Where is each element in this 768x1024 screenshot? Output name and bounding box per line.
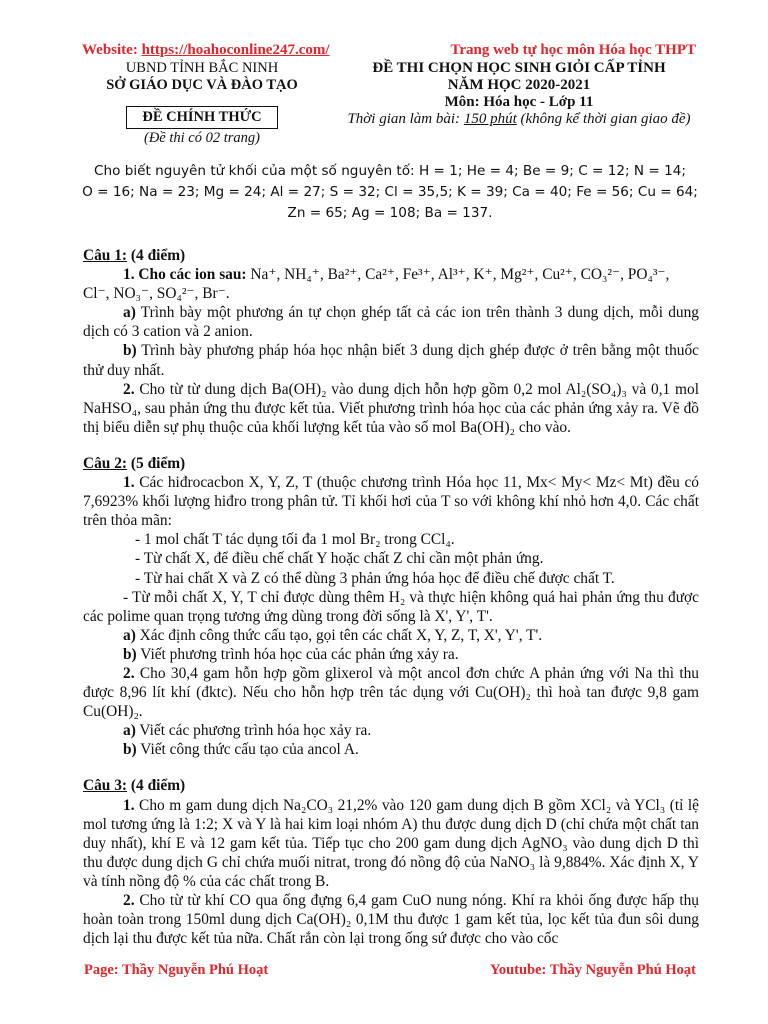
issuer-block xyxy=(92,60,312,147)
q2-a2 xyxy=(83,721,699,740)
page-count-note: (Đề thi có 02 trang) xyxy=(144,130,260,146)
subject-line: Môn: Hóa học - Lớp 11 xyxy=(444,94,594,110)
time-limit xyxy=(324,111,714,128)
exam-content xyxy=(83,246,699,948)
time-suffix: (không kể thời gian giao đề) xyxy=(516,111,691,127)
q1-ion-list-cont: Cl⁻, NO₃⁻, SO₄²⁻, Br⁻. xyxy=(83,285,230,303)
q2-condition-4: - Từ mỗi chất X, Y, T chỉ được dùng thêm H₂ và thực hiện không quá hai phản ứng thu được các polime quan trọng tương ứng dùng trong đời sống là X', Y', T'. xyxy=(83,588,699,625)
q3-part-1-text: Cho m gam dung dịch Na₂CO₃ 21,2% vào 120 gam dung dịch B gồm XCl₂ và YCl₃ (tỉ lệ mol tương ứng là 1:2; X và Y là hai kim loại nhóm A) thu được dung dịch D (chỉ chứa một chất tan duy nhất), khí E và 12 gam kết tủa. Tiếp tục cho 200 gam dung dịch AgNO₃ vào dung dịch D thì thu được dung dịch G chỉ chứa muối nitrat, trong đó nồng độ của NaNO₃ là 9,884%. Xác định X, Y và tính nồng độ % của các chất trong B. xyxy=(83,796,699,890)
q2-condition-1: - 1 mol chất T tác dụng tối đa 1 mol Br₂ trong CCl₄. xyxy=(135,531,455,549)
question-2-label: Câu 2: xyxy=(83,454,128,472)
time-value: 150 phút xyxy=(463,111,517,127)
q1-b-text: Trình bày phương pháp hóa học nhận biết 3 dung dịch ghép được ở trên bằng một thuốc thử duy nhất. xyxy=(83,342,699,379)
school-year: NĂM HỌC 2020-2021 xyxy=(447,77,591,93)
q3-part-1 xyxy=(83,796,699,891)
question-3-heading xyxy=(83,776,699,795)
org-line-1: UBND TỈNH BẮC NINH xyxy=(125,60,279,76)
q2-b-label: b) xyxy=(123,645,137,663)
atomic-masses-line-1: Cho biết nguyên tử khối của một số nguyên tố: H = 1; He = 4; Be = 9; C = 12; N = 14; xyxy=(93,163,686,179)
q2-part-1-label: 1. xyxy=(123,474,135,492)
question-3-label: Câu 3: xyxy=(83,777,128,795)
exam-title: ĐỀ THI CHỌN HỌC SINH GIỎI CẤP TỈNH xyxy=(372,60,666,76)
q1-b xyxy=(83,341,699,379)
q1-ion-list: Na⁺, NH₄⁺, Ba²⁺, Ca²⁺, Fe³⁺, Al³⁺, K⁺, Mg²⁺, Cu²⁺, CO₃²⁻, PO₄³⁻, xyxy=(250,266,670,284)
atomic-masses-line-2: O = 16; Na = 23; Mg = 24; Al = 27; S = 32; Cl = 35,5; K = 39; Ca = 40; Fe = 56; Cu = 64; xyxy=(82,184,698,200)
q1-a-label: a) xyxy=(123,304,136,322)
q3-part-2-label: 2. xyxy=(123,892,135,909)
q2-a-label: a) xyxy=(123,626,136,644)
time-prefix: Thời gian làm bài: xyxy=(347,111,464,127)
q1-part-2 xyxy=(83,380,699,437)
q3-part-1-label: 1. xyxy=(123,796,135,814)
q2-a2-text: Viết các phương trình hóa học xảy ra. xyxy=(135,722,372,740)
q3-part-2 xyxy=(83,891,699,948)
footer-page-credit: Page: Thầy Nguyễn Phú Hoạt xyxy=(84,962,269,978)
spacer xyxy=(83,759,699,776)
q2-b2-label: b) xyxy=(123,741,137,759)
q1-part-1 xyxy=(83,265,699,284)
question-1-label: Câu 1: xyxy=(83,247,128,264)
question-1-points: (4 điểm) xyxy=(127,247,186,264)
question-3-points: (4 điểm) xyxy=(127,777,186,795)
official-badge: ĐỀ CHÍNH THỨC xyxy=(126,106,278,129)
q2-a-text: Xác định công thức cấu tạo, gọi tên các chất X, Y, Z, T, X', Y', T'. xyxy=(135,626,543,644)
question-2-points: (5 điểm) xyxy=(127,454,186,472)
website-line xyxy=(82,42,330,59)
q2-part-1-text: Các hiđrocacbon X, Y, Z, T (thuộc chương trình Hóa học 11, Mx< My< Mz< Mt) đều có 7,6923% khối lượng hiđro trong phân tử. Tỉ khối hơi của T so với không khí nhỏ hơn 4,0. Các chất trên thỏa mãn: xyxy=(83,474,699,530)
q1-part-2-text: Cho từ từ dung dịch Ba(OH)₂ vào dung dịch hỗn hợp gồm 0,2 mol Al₂(SO₄)₃ và 0,1 mol NaHSO₄, sau phản ứng thu được kết tủa. Viết phương trình hóa học của các phản ứng xảy ra. Vẽ đồ thị biểu diễn sự phụ thuộc của khối lượng kết tủa vào số mol Ba(OH)₂ cho vào. xyxy=(83,380,699,436)
website-link[interactable]: https://hoahoconline247.com/ xyxy=(141,42,330,58)
q3-part-2-text: Cho từ từ khí CO qua ống đựng 6,4 gam CuO nung nóng. Khí ra khỏi ống được hấp thụ hoàn toàn trong 150ml dung dịch Ca(OH)₂ 0,1M thu được 1 gam kết tủa, lọc kết tủa đun sôi dung dịch lại thu được kết tủa nữa. Chất rắn còn lại trong ống sứ được cho vào cốc xyxy=(83,892,699,948)
atomic-masses xyxy=(80,161,700,224)
q2-b2-text: Viết công thức cấu tạo của ancol A. xyxy=(136,741,359,759)
q2-a2-label: a) xyxy=(123,722,136,740)
q1-a-text: Trình bày một phương án tự chọn ghép tất cả các ion trên thành 3 dung dịch, mỗi dung dịch có 3 cation và 2 anion. xyxy=(83,304,699,341)
q1-b-label: b) xyxy=(123,342,137,360)
exam-title-block xyxy=(324,60,714,128)
website-label: Website: xyxy=(82,42,138,58)
q1-a xyxy=(83,303,699,341)
q2-part-2-label: 2. xyxy=(123,664,135,682)
q2-b-text: Viết phương trình hóa học của các phản ứng xảy ra. xyxy=(136,645,459,663)
footer-youtube-credit: Youtube: Thầy Nguyễn Phú Hoạt xyxy=(489,962,696,978)
q2-b xyxy=(83,645,699,664)
q2-condition-3: - Từ hai chất X và Z có thể dùng 3 phản ứng hóa học để điều chế được chất T. xyxy=(135,569,615,587)
q2-part-2 xyxy=(83,664,699,721)
q1-part-2-label: 2. xyxy=(123,380,135,398)
q2-part-1 xyxy=(83,473,699,530)
q2-a xyxy=(83,626,699,645)
atomic-masses-line-3: Zn = 65; Ag = 108; Ba = 137. xyxy=(287,205,493,221)
q2-condition-2: - Từ chất X, để điều chế chất Y hoặc chất Z chỉ cần một phản ứng. xyxy=(135,550,544,568)
q2-part-2-text: Cho 30,4 gam hỗn hợp gồm glixerol và một ancol đơn chức A phản ứng với Na thì thu được 8,96 lít khí (đktc). Nếu cho hỗn hợp trên tác dụng với Cu(OH)₂ thì hoà tan được 9,8 gam Cu(OH)₂. xyxy=(83,664,699,721)
site-tagline: Trang web tự học môn Hóa học THPT xyxy=(450,42,696,58)
org-line-2: SỞ GIÁO DỤC VÀ ĐÀO TẠO xyxy=(106,77,298,93)
question-2-heading xyxy=(83,454,699,473)
spacer xyxy=(83,437,699,454)
q2-b2 xyxy=(83,740,699,759)
q1-part-1-intro: 1. Cho các ion sau: xyxy=(123,266,247,284)
question-1-heading xyxy=(83,246,699,265)
